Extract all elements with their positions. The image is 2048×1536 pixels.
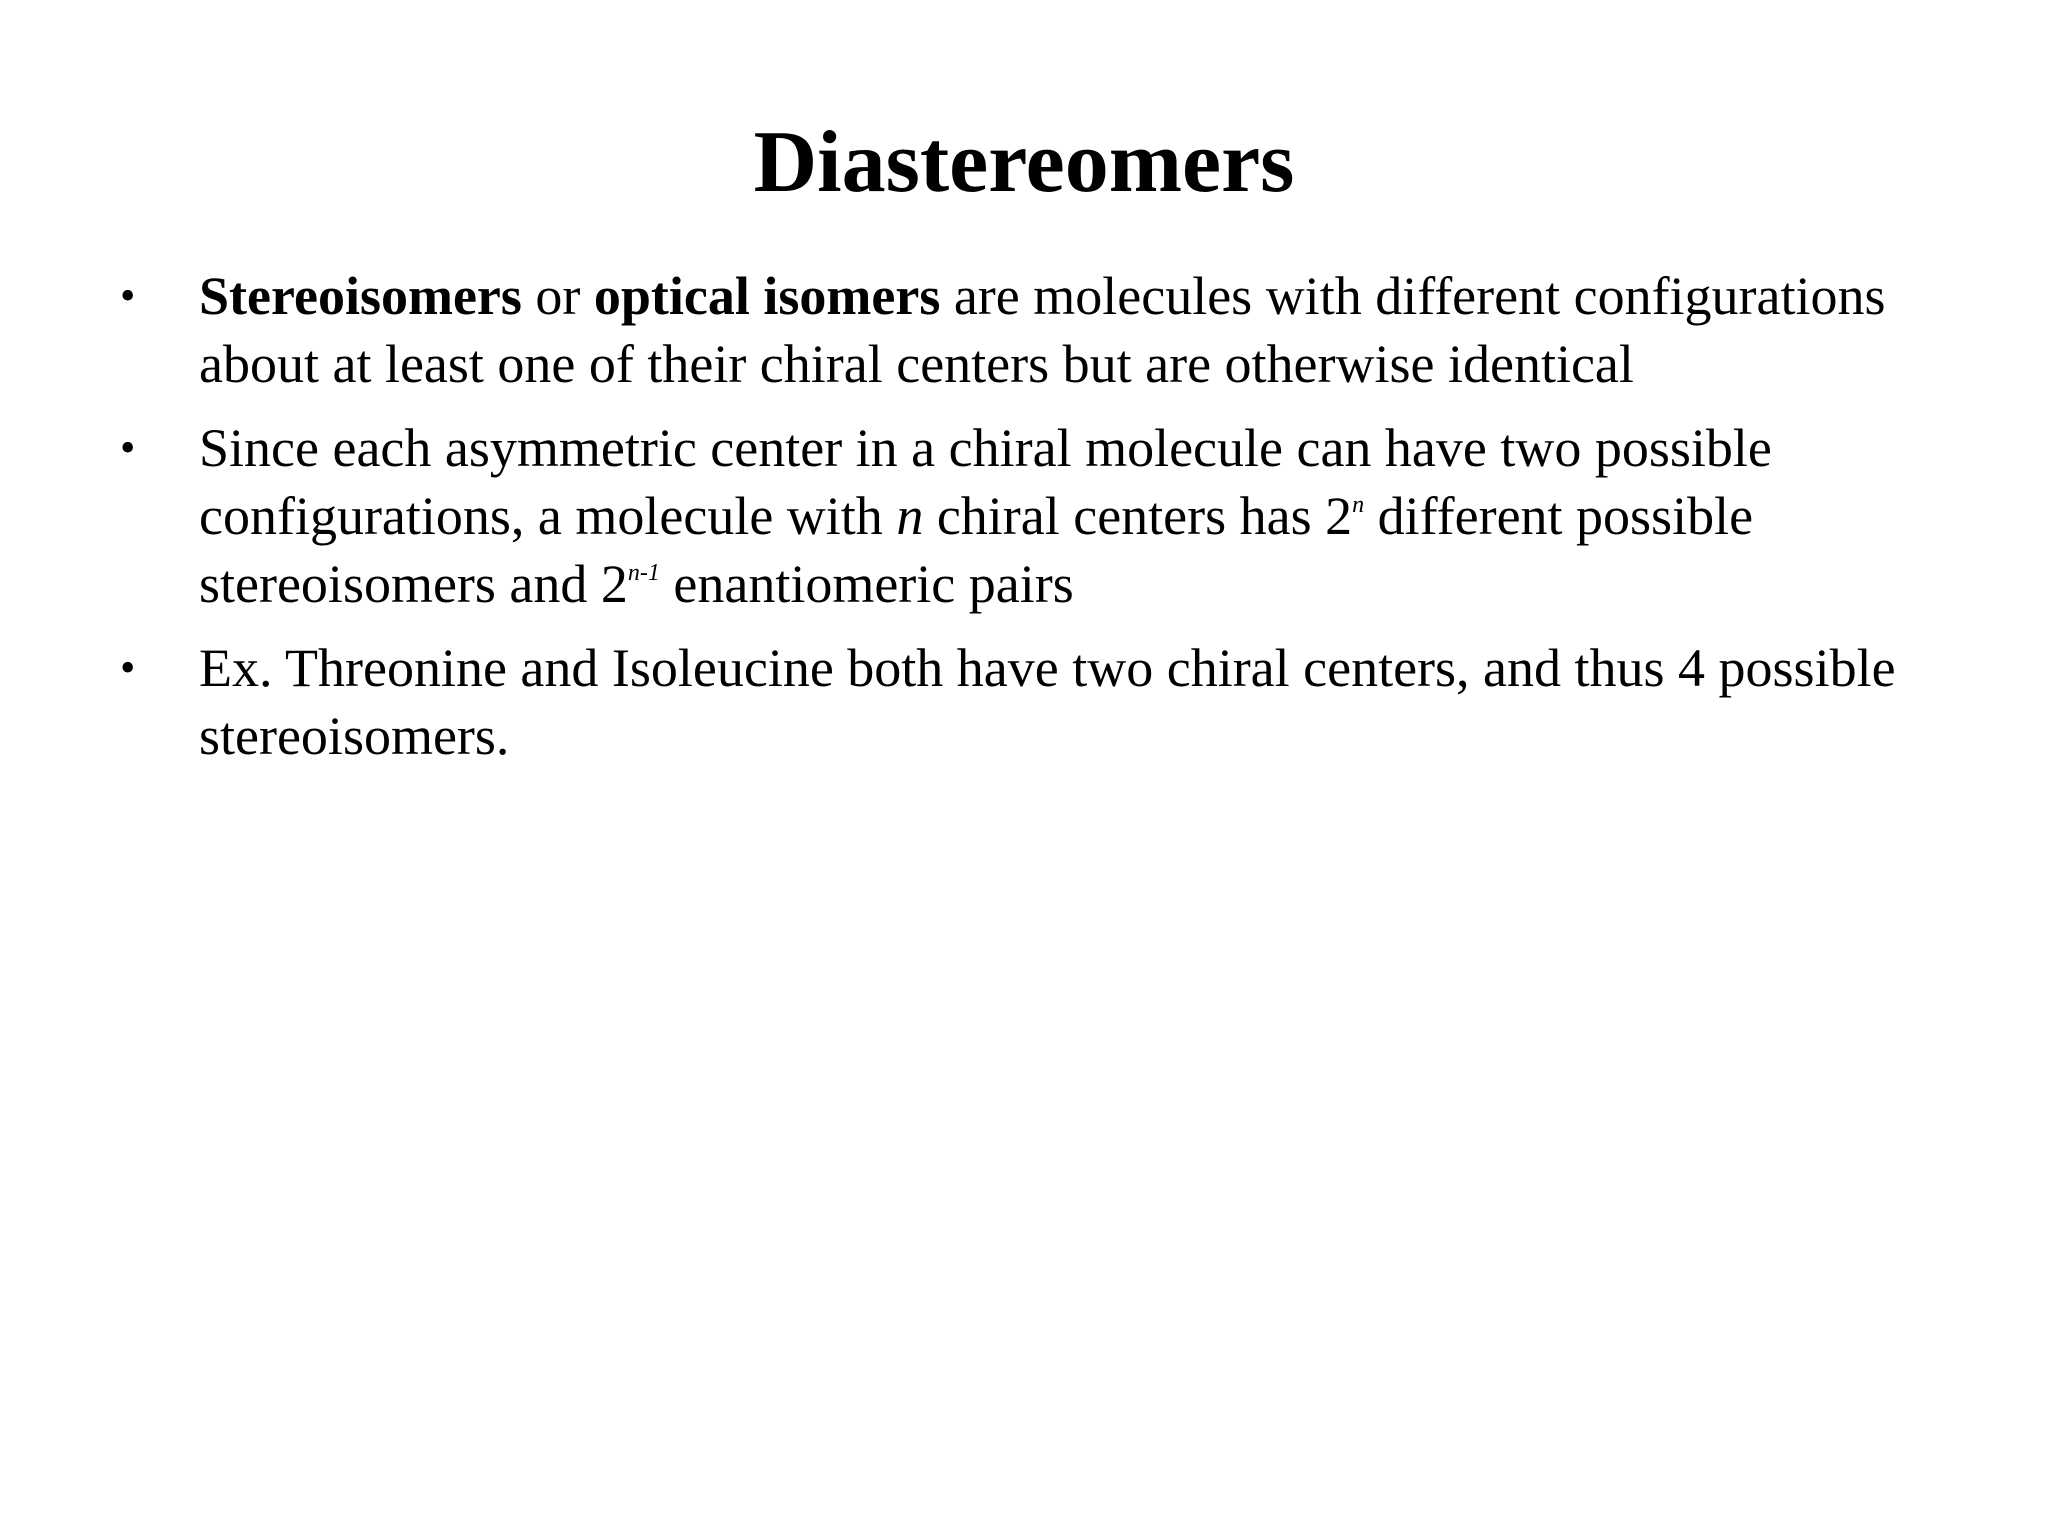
text-segment: enantiomeric pairs — [659, 554, 1074, 614]
text-segment: Since each asymmetric center in a chiral molecule can have two possible configurations, a molecule with — [199, 418, 1772, 546]
bullet-marker: • — [120, 423, 136, 472]
bullet-item-stereoisomers — [120, 262, 1950, 398]
superscript-n-minus-1: n-1 — [627, 560, 660, 586]
term-optical-isomers: optical isomers — [593, 266, 941, 326]
definition-text: are molecules with different configurations about at least one of their chiral centers but are otherwise identical — [199, 266, 1886, 394]
bullet-text — [199, 418, 1772, 614]
superscript-n: n — [1352, 492, 1365, 518]
slide-title: Diastereomers — [753, 114, 1295, 211]
bullet-item-example — [120, 634, 1950, 770]
text-segment: chiral centers has 2 — [923, 486, 1353, 546]
term-stereoisomers: Stereoisomers — [199, 266, 522, 326]
bullet-list — [120, 262, 1950, 786]
connector-text: or — [521, 266, 594, 326]
bullet-text: Ex. Threonine and Isoleucine both have two chiral centers, and thus 4 possible stereoisomers. — [199, 638, 1896, 766]
bullet-text — [199, 266, 1886, 394]
text-segment: different possible stereoisomers and 2 — [199, 486, 1754, 614]
bullet-marker: • — [120, 271, 136, 320]
bullet-marker: • — [120, 643, 136, 692]
variable-n: n — [896, 486, 924, 546]
bullet-item-chiral-centers — [120, 414, 1950, 618]
